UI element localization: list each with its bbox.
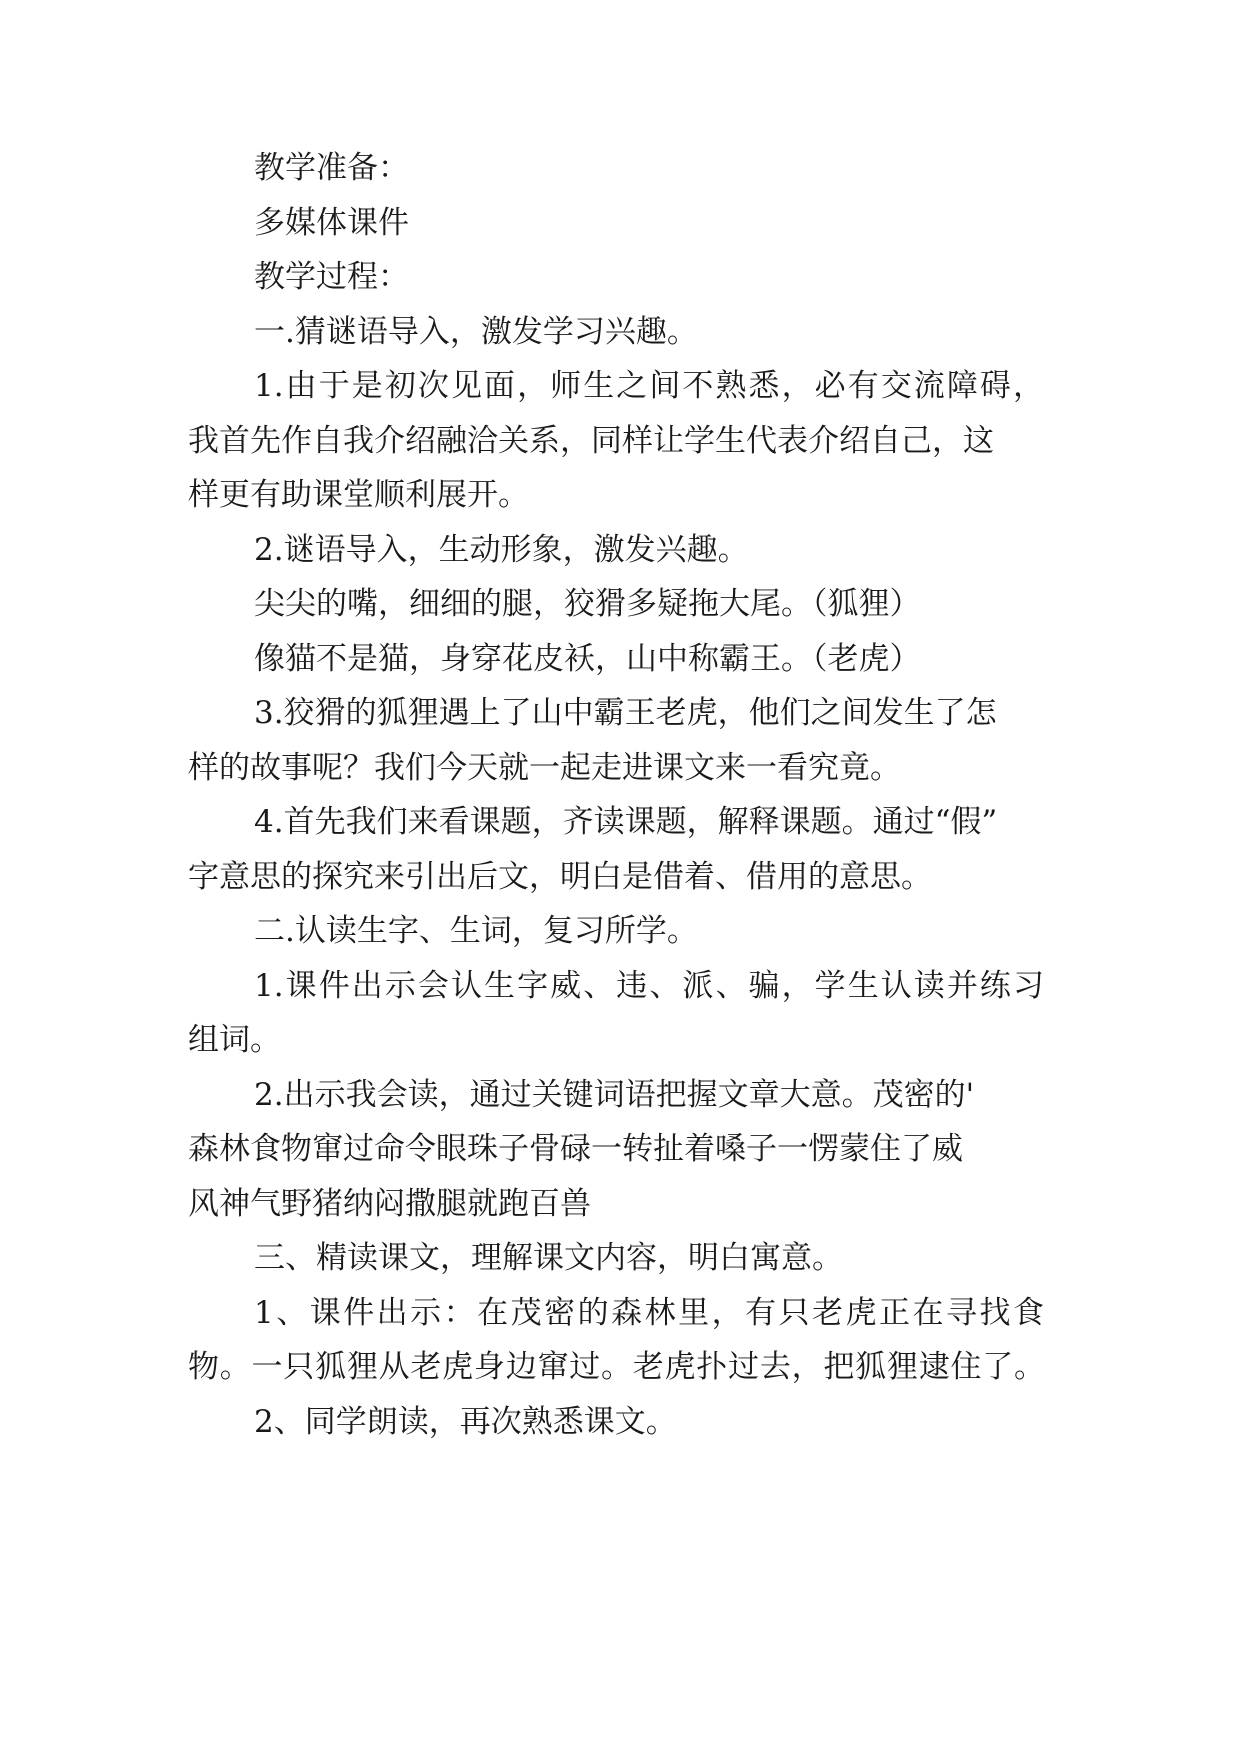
paragraph-line: 我首先作自我介绍融洽关系，同样让学生代表介绍自己，这 — [188, 423, 994, 459]
paragraph-line: 1.课件出示会认生字威、违、派、骗，学生认读并练习 — [254, 968, 1044, 1004]
paragraph-line: 2.出示我会读，通过关键词语把握文章大意。茂密的' — [254, 1077, 975, 1113]
section-heading-one: 一.猜谜语导入，激发学习兴趣。 — [254, 314, 698, 350]
paragraph-line: 3.狡猾的狐狸遇上了山中霸王老虎，他们之间发生了怎 — [254, 695, 997, 731]
paragraph-line: 物。一只狐狸从老虎身边窜过。老虎扑过去，把狐狸逮住了。 — [188, 1349, 1045, 1385]
paragraph-line: 风神气野猪纳闷撒腿就跑百兽 — [188, 1186, 591, 1222]
paragraph-line: 森林食物窜过命令眼珠子骨碌一转扯着嗓子一愣蒙住了威 — [188, 1131, 963, 1167]
paragraph-line: 4.首先我们来看课题，齐读课题，解释课题。通过“假” — [254, 804, 998, 840]
paragraph-line: 多媒体课件 — [254, 205, 409, 241]
section-heading-three: 三、精读课文，理解课文内容，明白寓意。 — [254, 1240, 843, 1276]
paragraph-line: 2.谜语导入，生动形象，激发兴趣。 — [254, 532, 749, 568]
section-heading-two: 二.认读生字、生词，复习所学。 — [254, 913, 698, 949]
section-heading-process: 教学过程： — [254, 259, 409, 295]
paragraph-line: 1、课件出示：在茂密的森林里，有只老虎正在寻找食 — [254, 1295, 1044, 1331]
riddle-line: 尖尖的嘴，细细的腿，狡猾多疑拖大尾。（狐狸） — [254, 586, 921, 622]
section-heading-preparation: 教学准备： — [254, 150, 409, 186]
riddle-line: 像猫不是猫，身穿花皮袄，山中称霸王。（老虎） — [254, 641, 921, 677]
paragraph-line: 字意思的探究来引出后文，明白是借着、借用的意思。 — [188, 859, 932, 895]
paragraph-line: 组词。 — [188, 1022, 281, 1058]
paragraph-line: 2、同学朗读，再次熟悉课文。 — [254, 1404, 677, 1440]
paragraph-line: 1.由于是初次见面，师生之间不熟悉，必有交流障碍， — [254, 368, 1044, 404]
paragraph-line: 样的故事呢？我们今天就一起走进课文来一看究竟。 — [188, 750, 901, 786]
paragraph-line: 样更有助课堂顺利展开。 — [188, 477, 529, 513]
